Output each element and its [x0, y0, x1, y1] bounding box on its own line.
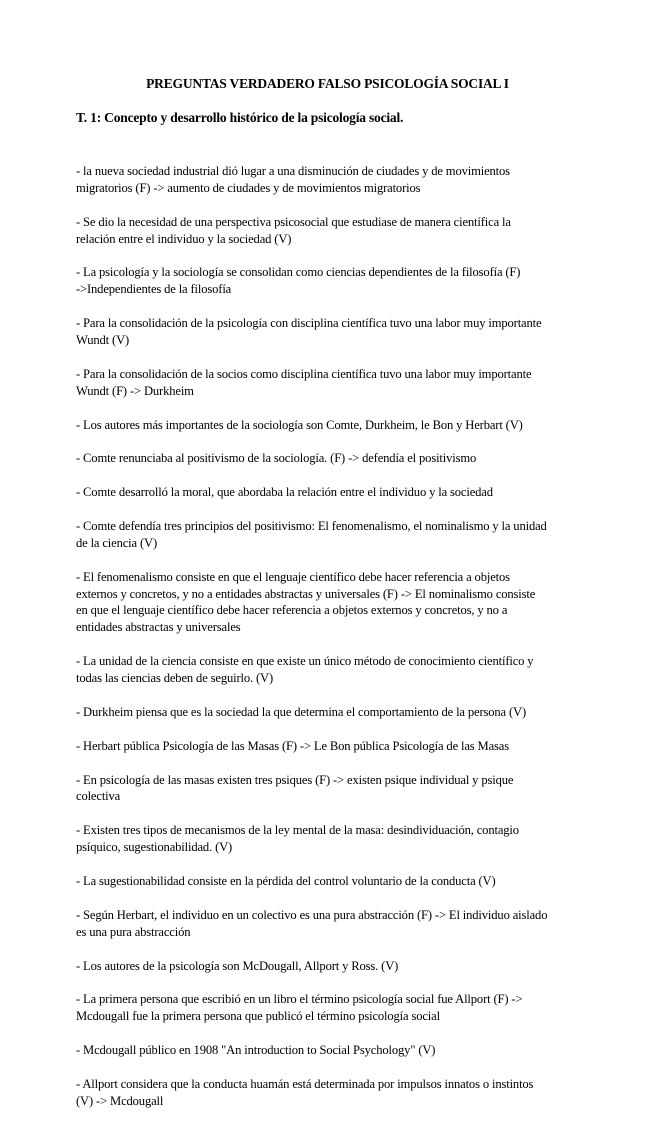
- question-item-17: - Según Herbart, el individuo en un colectivo es una pura abstracción (F) -> El individuo aislado es una pura abstracción: [76, 907, 548, 939]
- section-heading: T. 1: Concepto y desarrollo histórico de la psicología social.: [76, 110, 404, 125]
- question-item-11: - La unidad de la ciencia consiste en que existe un único método de conocimiento científico y todas las ciencias deben de seguirlo. (V): [76, 654, 534, 686]
- question-item-1: - la nueva sociedad industrial dió lugar a una disminución de ciudades y de movimientos migratorios (F) -> aumento de ciudades y de movimientos migratorios: [76, 163, 510, 195]
- question-item-10: - El fenomenalismo consiste en que el lenguaje científico debe hacer referencia a objetos externos y concretos, y no a entidades abstractas y universales (F) -> El nominalismo consiste en que el lenguaje científico debe hacer referencia a objetos externos y concretos, y no a entidades abstractas y universales: [76, 569, 536, 635]
- question-item-15: - Existen tres tipos de mecanismos de la ley mental de la masa: desindividuación, contagio psíquico, sugestionabilidad. (V): [76, 823, 519, 855]
- question-item-13: - Herbart pública Psicología de las Masas (F) -> Le Bon pública Psicología de las Masas: [76, 738, 509, 753]
- question-item-20: - Mcdougall público en 1908 "An introduction to Social Psychology" (V): [76, 1043, 436, 1058]
- document-title: PREGUNTAS VERDADERO FALSO PSICOLOGÍA SOCIAL I: [146, 76, 509, 91]
- question-item-14: - En psicología de las masas existen tres psiques (F) -> existen psique individual y psique colectiva: [76, 772, 514, 804]
- question-item-6: - Los autores más importantes de la sociología son Comte, Durkheim, le Bon y Herbart (V): [76, 417, 523, 432]
- question-item-12: - Durkheim piensa que es la sociedad la que determina el comportamiento de la persona (V): [76, 704, 526, 719]
- question-item-7: - Comte renunciaba al positivismo de la sociología. (F) -> defendía el positivismo: [76, 451, 477, 466]
- question-list: [76, 146, 581, 1127]
- question-item-18: - Los autores de la psicología son McDougall, Allport y Ross. (V): [76, 958, 399, 973]
- question-item-2: - Se dio la necesidad de una perspectiva psicosocial que estudiase de manera científica la relación entre el individuo y la sociedad (V): [76, 214, 511, 246]
- question-item-5: - Para la consolidación de la socios como disciplina científica tuvo una labor muy importante Wundt (F) -> Durkheim: [76, 366, 532, 398]
- question-item-3: - La psicología y la sociología se consolidan como ciencias dependientes de la filosofía (F) ->Independientes de la filosofía: [76, 265, 521, 297]
- question-item-4: - Para la consolidación de la psicología con disciplina científica tuvo una labor muy importante Wundt (V): [76, 316, 542, 347]
- question-item-19: - La primera persona que escribió en un libro el término psicología social fue Allport (F) -> Mcdougall fue la primera persona que publicó el término psicología social: [76, 992, 523, 1024]
- question-item-8: - Comte desarrolló la moral, que abordaba la relación entre el individuo y la sociedad: [76, 485, 493, 500]
- question-item-16: - La sugestionabilidad consiste en la pérdida del control voluntario de la conducta (V): [76, 873, 496, 888]
- question-item-21: - Allport considera que la conducta huamán está determinada por impulsos innatos o instintos (V) -> Mcdougall: [76, 1076, 534, 1108]
- question-item-9: - Comte defendía tres principios del positivismo: El fenomenalismo, el nominalismo y la unidad de la ciencia (V): [76, 518, 547, 550]
